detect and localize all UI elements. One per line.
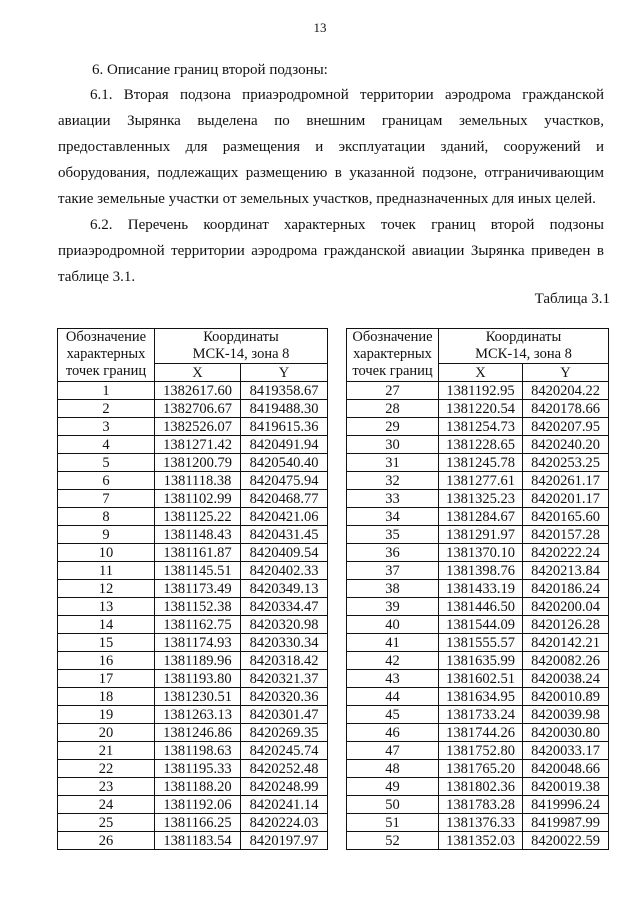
point-number-cell: 18 [58,688,155,706]
point-number-cell: 49 [347,778,439,796]
y-coordinate-cell: 8420039.98 [523,706,609,724]
table-row [347,526,609,544]
y-coordinate-cell: 8419488.30 [241,400,328,418]
x-coordinate-cell: 1381118.38 [155,472,241,490]
point-number-cell: 47 [347,742,439,760]
x-coordinate-cell: 1381765.20 [439,760,523,778]
y-coordinate-cell: 8420200.04 [523,598,609,616]
point-number-cell: 52 [347,832,439,850]
x-coordinate-cell: 1381183.54 [155,832,241,850]
paragraph-line: 6.1. Вторая подзона приаэродромной территории аэродрома гражданской [90,87,604,103]
table-row [58,634,328,652]
table-row [347,778,609,796]
y-coordinate-cell: 8420269.35 [241,724,328,742]
x-coordinate-cell: 1381555.57 [439,634,523,652]
y-coordinate-cell: 8419996.24 [523,796,609,814]
x-coordinate-cell: 1381174.93 [155,634,241,652]
x-coordinate-cell: 1381246.86 [155,724,241,742]
header-line: Обозначение [65,329,147,345]
x-coordinate-cell: 1381254.73 [439,418,523,436]
table-row [58,562,328,580]
table-row [58,454,328,472]
point-number-cell: 24 [58,796,155,814]
table-row [58,436,328,454]
y-coordinate-cell: 8420224.03 [241,814,328,832]
table-row [347,832,609,850]
table-row [58,544,328,562]
y-coordinate-cell: 8420082.26 [523,652,609,670]
table-row [347,760,609,778]
table-row [58,724,328,742]
x-coordinate-cell: 1381192.95 [439,382,523,400]
x-coordinate-cell: 1381152.38 [155,598,241,616]
y-coordinate-cell: 8420038.24 [523,670,609,688]
table-row [58,796,328,814]
y-coordinate-cell: 8419615.36 [241,418,328,436]
x-coordinate-cell: 1381263.13 [155,706,241,724]
point-number-cell: 37 [347,562,439,580]
table-row [58,688,328,706]
table-row [347,742,609,760]
point-number-cell: 7 [58,490,155,508]
table-row [58,508,328,526]
y-coordinate-cell: 8420491.94 [241,436,328,454]
y-coordinate-cell: 8420253.25 [523,454,609,472]
y-coordinate-cell: 8420245.74 [241,742,328,760]
table-row [58,418,328,436]
table-row [347,598,609,616]
x-coordinate-cell: 1381220.54 [439,400,523,418]
x-coordinate-cell: 1381245.78 [439,454,523,472]
table-row [58,832,328,850]
x-coordinate-cell: 1381752.80 [439,742,523,760]
table-row [58,382,328,400]
table-row [58,760,328,778]
table-row [58,616,328,634]
point-number-cell: 38 [347,580,439,598]
y-coordinate-cell: 8420320.98 [241,616,328,634]
y-coordinate-cell: 8420321.37 [241,670,328,688]
point-number-cell: 51 [347,814,439,832]
table-row [58,526,328,544]
y-coordinate-cell: 8420048.66 [523,760,609,778]
x-coordinate-cell: 1381352.03 [439,832,523,850]
point-number-cell: 8 [58,508,155,526]
point-number-cell: 39 [347,598,439,616]
paragraph-line: такие земельные участки от земельных участков, предназначенных для иных целей. [58,191,596,207]
table-row [347,562,609,580]
x-coordinate-cell: 1381189.96 [155,652,241,670]
x-coordinate-cell: 1381635.99 [439,652,523,670]
x-coordinate-cell: 1381166.25 [155,814,241,832]
x-coordinate-cell: 1381446.50 [439,598,523,616]
y-coordinate-cell: 8420010.89 [523,688,609,706]
point-number-cell: 25 [58,814,155,832]
y-coordinate-cell: 8420197.97 [241,832,328,850]
x-coordinate-cell: 1381744.26 [439,724,523,742]
y-coordinate-cell: 8420201.17 [523,490,609,508]
x-coordinate-cell: 1381277.61 [439,472,523,490]
designation-header [58,329,155,382]
x-coordinate-cell: 1381145.51 [155,562,241,580]
paragraph-line: приаэродромной территории аэродрома гражданской авиации Зырянка приведен в [58,243,604,259]
point-number-cell: 32 [347,472,439,490]
table-row [347,472,609,490]
point-number-cell: 1 [58,382,155,400]
y-coordinate-cell: 8420207.95 [523,418,609,436]
x-coordinate-cell: 1381376.33 [439,814,523,832]
table-row [58,490,328,508]
table-caption: Таблица 3.1 [534,291,610,307]
y-coordinate-cell: 8420409.54 [241,544,328,562]
page-number: 13 [313,20,327,35]
table-row [347,454,609,472]
y-coordinate-cell: 8420248.99 [241,778,328,796]
x-coordinate-cell: 1382706.67 [155,400,241,418]
point-number-cell: 13 [58,598,155,616]
paragraph-line: авиации Зырянка выделена по внешним границам земельных участков, [58,113,604,129]
table-row [347,580,609,598]
table-row [58,400,328,418]
x-coordinate-cell: 1382617.60 [155,382,241,400]
x-header: X [439,364,523,382]
y-coordinate-cell: 8419358.67 [241,382,328,400]
table-row [347,616,609,634]
header-line: характерных [66,346,146,362]
y-coordinate-cell: 8420261.17 [523,472,609,490]
y-coordinate-cell: 8420334.47 [241,598,328,616]
table-row [347,670,609,688]
table-row [58,670,328,688]
point-number-cell: 30 [347,436,439,454]
point-number-cell: 16 [58,652,155,670]
point-number-cell: 5 [58,454,155,472]
x-coordinate-cell: 1381148.43 [155,526,241,544]
table-row [347,418,609,436]
point-number-cell: 11 [58,562,155,580]
x-coordinate-cell: 1381783.28 [439,796,523,814]
table-row [58,598,328,616]
y-coordinate-cell: 8420213.84 [523,562,609,580]
x-coordinate-cell: 1381284.67 [439,508,523,526]
y-coordinate-cell: 8420186.24 [523,580,609,598]
y-coordinate-cell: 8420126.28 [523,616,609,634]
table-row [347,724,609,742]
point-number-cell: 48 [347,760,439,778]
x-coordinate-cell: 1381370.10 [439,544,523,562]
y-coordinate-cell: 8420019.38 [523,778,609,796]
x-coordinate-cell: 1381192.06 [155,796,241,814]
y-coordinate-cell: 8420330.34 [241,634,328,652]
coordinates-table-right [346,328,609,850]
x-coordinate-cell: 1381198.63 [155,742,241,760]
coordinates-table-left [57,328,328,850]
table-row [58,778,328,796]
table-row [347,814,609,832]
point-number-cell: 10 [58,544,155,562]
point-number-cell: 3 [58,418,155,436]
header-line: точек границ [352,363,433,379]
x-coordinate-cell: 1381544.09 [439,616,523,634]
y-coordinate-cell: 8420033.17 [523,742,609,760]
table-row [347,508,609,526]
paragraph-line: 6.2. Перечень координат характерных точек границ второй подзоны [90,217,604,233]
table-row [58,814,328,832]
table-row [347,652,609,670]
table-row [347,400,609,418]
paragraph-line: таблице 3.1. [58,269,136,285]
x-coordinate-cell: 1381188.20 [155,778,241,796]
point-number-cell: 14 [58,616,155,634]
section-title: 6. Описание границ второй подзоны: [92,62,328,78]
y-coordinate-cell: 8420030.80 [523,724,609,742]
paragraph-line: оборудования, подлежащих размещению в указанной подзоне, отграничивающим [58,165,604,181]
paragraph-6-2 [58,212,604,290]
y-header: Y [523,364,609,382]
x-coordinate-cell: 1382526.07 [155,418,241,436]
x-coordinate-cell: 1381733.24 [439,706,523,724]
table-row [58,706,328,724]
point-number-cell: 4 [58,436,155,454]
point-number-cell: 28 [347,400,439,418]
y-coordinate-cell: 8420252.48 [241,760,328,778]
header-line: Координаты [485,329,562,345]
x-coordinate-cell: 1381230.51 [155,688,241,706]
point-number-cell: 44 [347,688,439,706]
header-line: точек границ [65,363,147,379]
point-number-cell: 21 [58,742,155,760]
header-line: МСК-14, зона 8 [192,346,290,362]
x-coordinate-cell: 1381398.76 [439,562,523,580]
header-line: МСК-14, зона 8 [475,346,572,362]
point-number-cell: 26 [58,832,155,850]
x-coordinate-cell: 1381602.51 [439,670,523,688]
table-row [347,634,609,652]
y-header: Y [241,364,328,382]
x-coordinate-cell: 1381162.75 [155,616,241,634]
y-coordinate-cell: 8420222.24 [523,544,609,562]
point-number-cell: 42 [347,652,439,670]
y-coordinate-cell: 8420468.77 [241,490,328,508]
x-coordinate-cell: 1381433.19 [439,580,523,598]
y-coordinate-cell: 8420320.36 [241,688,328,706]
x-coordinate-cell: 1381634.95 [439,688,523,706]
point-number-cell: 23 [58,778,155,796]
point-number-cell: 29 [347,418,439,436]
table-row [58,472,328,490]
y-coordinate-cell: 8420240.20 [523,436,609,454]
table-row [347,544,609,562]
y-coordinate-cell: 8420204.22 [523,382,609,400]
x-coordinate-cell: 1381802.36 [439,778,523,796]
point-number-cell: 12 [58,580,155,598]
point-number-cell: 31 [347,454,439,472]
y-coordinate-cell: 8420022.59 [523,832,609,850]
x-coordinate-cell: 1381271.42 [155,436,241,454]
point-number-cell: 43 [347,670,439,688]
y-coordinate-cell: 8420142.21 [523,634,609,652]
y-coordinate-cell: 8420301.47 [241,706,328,724]
point-number-cell: 20 [58,724,155,742]
point-number-cell: 6 [58,472,155,490]
table-row [347,436,609,454]
header-line: Координаты [203,329,279,345]
x-coordinate-cell: 1381125.22 [155,508,241,526]
y-coordinate-cell: 8420178.66 [523,400,609,418]
y-coordinate-cell: 8420318.42 [241,652,328,670]
table-row [58,742,328,760]
point-number-cell: 41 [347,634,439,652]
point-number-cell: 17 [58,670,155,688]
y-coordinate-cell: 8420241.14 [241,796,328,814]
x-coordinate-cell: 1381195.33 [155,760,241,778]
y-coordinate-cell: 8420540.40 [241,454,328,472]
point-number-cell: 33 [347,490,439,508]
y-coordinate-cell: 8420475.94 [241,472,328,490]
y-coordinate-cell: 8420157.28 [523,526,609,544]
point-number-cell: 15 [58,634,155,652]
header-line: характерных [353,346,432,362]
header-line: Обозначение [352,329,433,345]
point-number-cell: 9 [58,526,155,544]
table-row [347,706,609,724]
x-coordinate-cell: 1381161.87 [155,544,241,562]
x-coordinate-cell: 1381193.80 [155,670,241,688]
coordinates-header [439,329,609,364]
point-number-cell: 46 [347,724,439,742]
y-coordinate-cell: 8419987.99 [523,814,609,832]
table-row [58,652,328,670]
point-number-cell: 50 [347,796,439,814]
point-number-cell: 35 [347,526,439,544]
designation-header [347,329,439,382]
x-coordinate-cell: 1381228.65 [439,436,523,454]
point-number-cell: 19 [58,706,155,724]
point-number-cell: 40 [347,616,439,634]
x-coordinate-cell: 1381200.79 [155,454,241,472]
point-number-cell: 36 [347,544,439,562]
table-body-left [58,382,328,850]
paragraph-line: предоставленных для размещения и эксплуатации зданий, сооружений и [58,139,604,155]
y-coordinate-cell: 8420349.13 [241,580,328,598]
y-coordinate-cell: 8420165.60 [523,508,609,526]
x-coordinate-cell: 1381291.97 [439,526,523,544]
paragraph-6-1 [58,82,604,212]
x-coordinate-cell: 1381102.99 [155,490,241,508]
y-coordinate-cell: 8420421.06 [241,508,328,526]
coordinates-header [155,329,328,364]
table-row [347,688,609,706]
point-number-cell: 22 [58,760,155,778]
y-coordinate-cell: 8420402.33 [241,562,328,580]
x-coordinate-cell: 1381173.49 [155,580,241,598]
x-header: X [155,364,241,382]
x-coordinate-cell: 1381325.23 [439,490,523,508]
point-number-cell: 27 [347,382,439,400]
table-body-right [347,382,609,850]
y-coordinate-cell: 8420431.45 [241,526,328,544]
point-number-cell: 2 [58,400,155,418]
table-row [347,796,609,814]
point-number-cell: 45 [347,706,439,724]
table-row [347,382,609,400]
table-row [58,580,328,598]
point-number-cell: 34 [347,508,439,526]
table-row [347,490,609,508]
